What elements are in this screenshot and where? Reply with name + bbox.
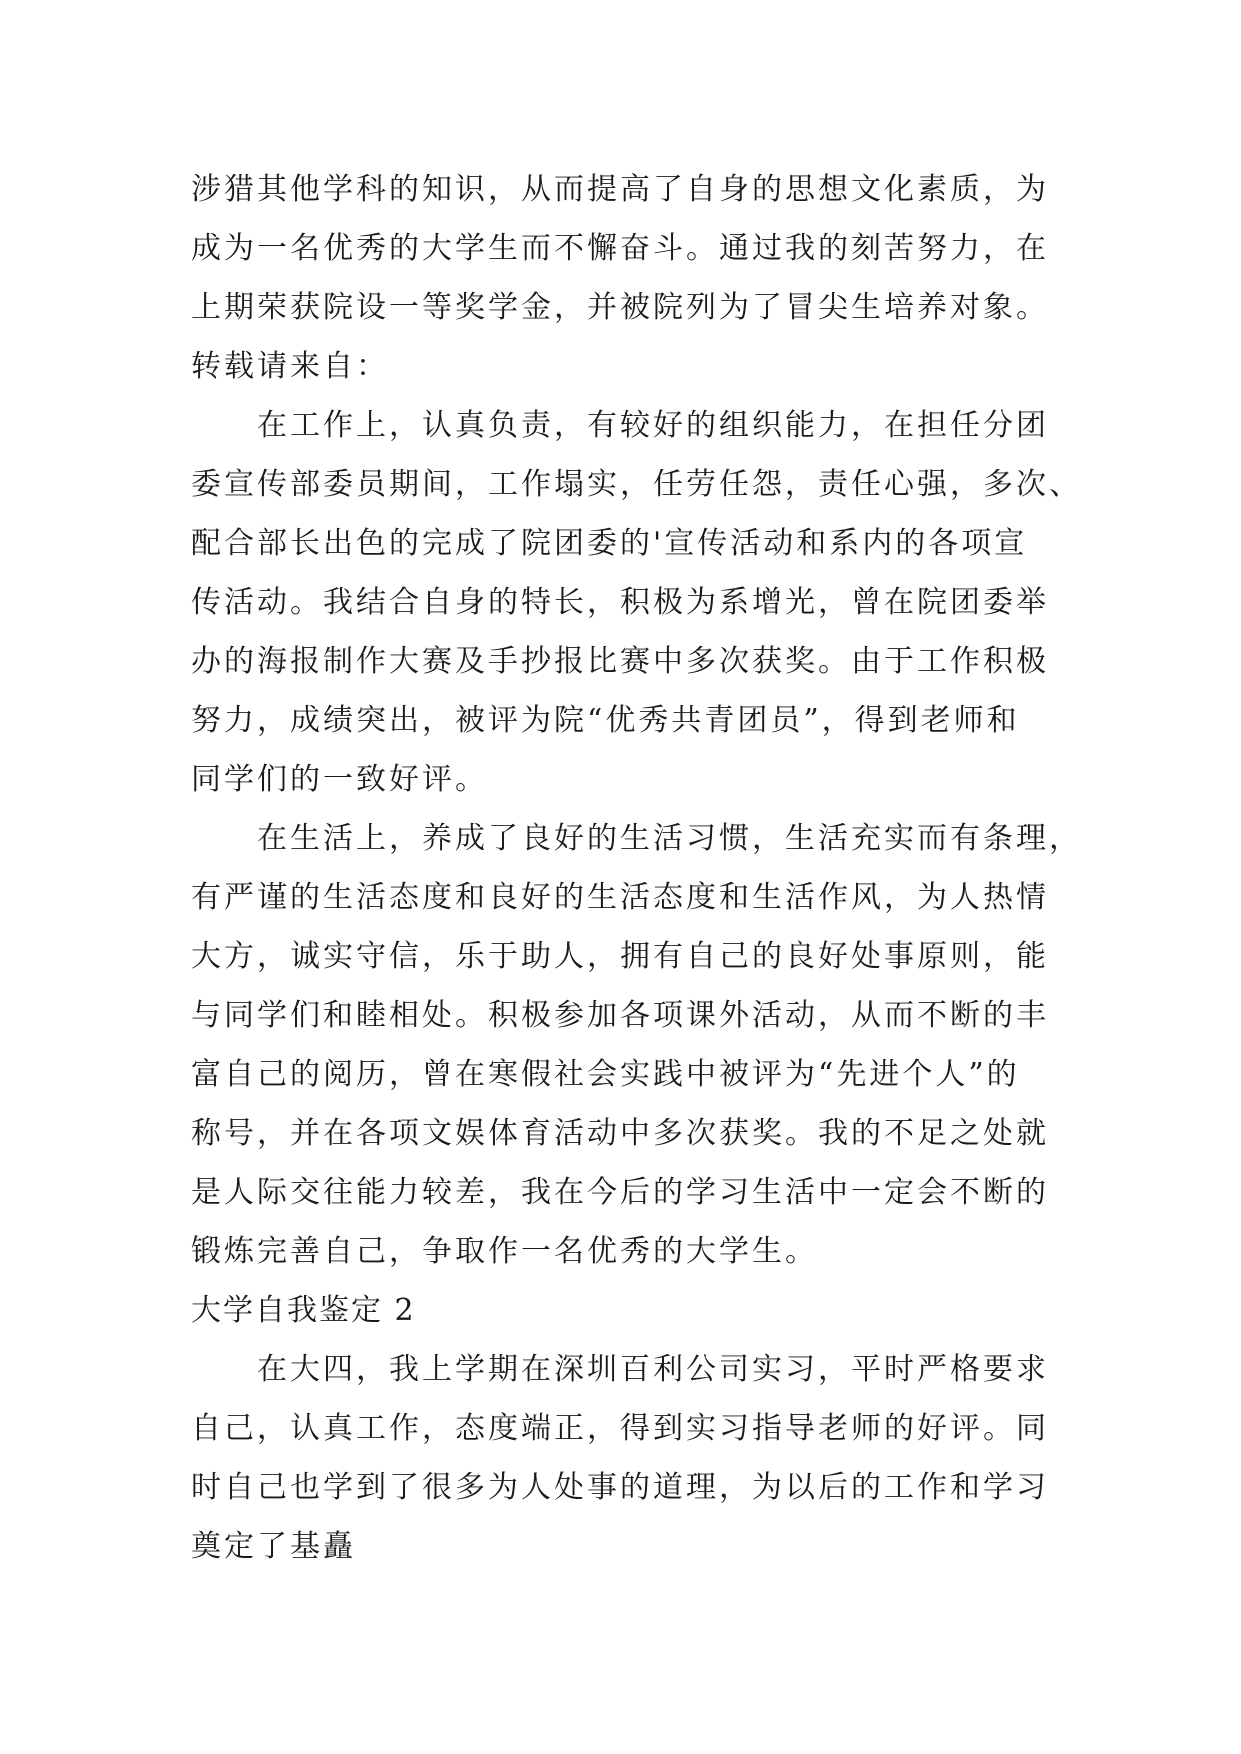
text-line: 配合部长出色的完成了院团委的'宣传活动和系内的各项宣: [191, 526, 1028, 561]
text-line: 努力，成绩突出，被评为院“优秀共青团员”，得到老师和: [191, 703, 1020, 738]
text-line: 成为一名优秀的大学生而不懈奋斗。通过我的刻苦努力，在: [191, 231, 1049, 266]
section-heading: 大学自我鉴定 2: [191, 1293, 416, 1328]
text-line: 与同学们和睦相处。积极参加各项课外活动，从而不断的丰: [191, 998, 1049, 1033]
text-line: 锻炼完善自己，争取作一名优秀的大学生。: [191, 1234, 818, 1269]
text-line: 时自己也学到了很多为人处事的道理，为以后的工作和学习: [191, 1470, 1049, 1505]
text-line: 是人际交往能力较差，我在今后的学习生活中一定会不断的: [191, 1175, 1049, 1210]
text-line: 在生活上，养成了良好的生活习惯，生活充实而有条理，: [257, 821, 1082, 856]
text-line: 富自己的阅历，曾在寒假社会实践中被评为“先进个人”的: [191, 1057, 1020, 1092]
text-line: 上期荣获院设一等奖学金，并被院列为了冒尖生培养对象。: [191, 290, 1049, 325]
text-line: 涉猎其他学科的知识，从而提高了自身的思想文化素质，为: [191, 172, 1049, 207]
document-body: [191, 160, 1082, 1576]
text-line: 奠定了基矗: [191, 1529, 356, 1564]
text-line: 自己，认真工作，态度端正，得到实习指导老师的好评。同: [191, 1411, 1049, 1446]
text-line: 办的海报制作大赛及手抄报比赛中多次获奖。由于工作积极: [191, 644, 1049, 679]
text-line: 有严谨的生活态度和良好的生活态度和生活作风，为人热情: [191, 880, 1049, 915]
text-line: 同学们的一致好评。: [191, 762, 488, 797]
text-line: 大方，诚实守信，乐于助人，拥有自己的良好处事原则，能: [191, 939, 1049, 974]
text-line: 称号，并在各项文娱体育活动中多次获奖。我的不足之处就: [191, 1116, 1049, 1151]
text-line: 在工作上，认真负责，有较好的组织能力，在担任分团: [257, 408, 1049, 443]
text-line: 转载请来自：: [191, 349, 389, 384]
text-line: 委宣传部委员期间，工作塌实，任劳任怨，责任心强，多次、: [191, 467, 1082, 502]
text-line: 传活动。我结合自身的特长，积极为系增光，曾在院团委举: [191, 585, 1049, 620]
text-line: 在大四，我上学期在深圳百利公司实习，平时严格要求: [257, 1352, 1049, 1387]
